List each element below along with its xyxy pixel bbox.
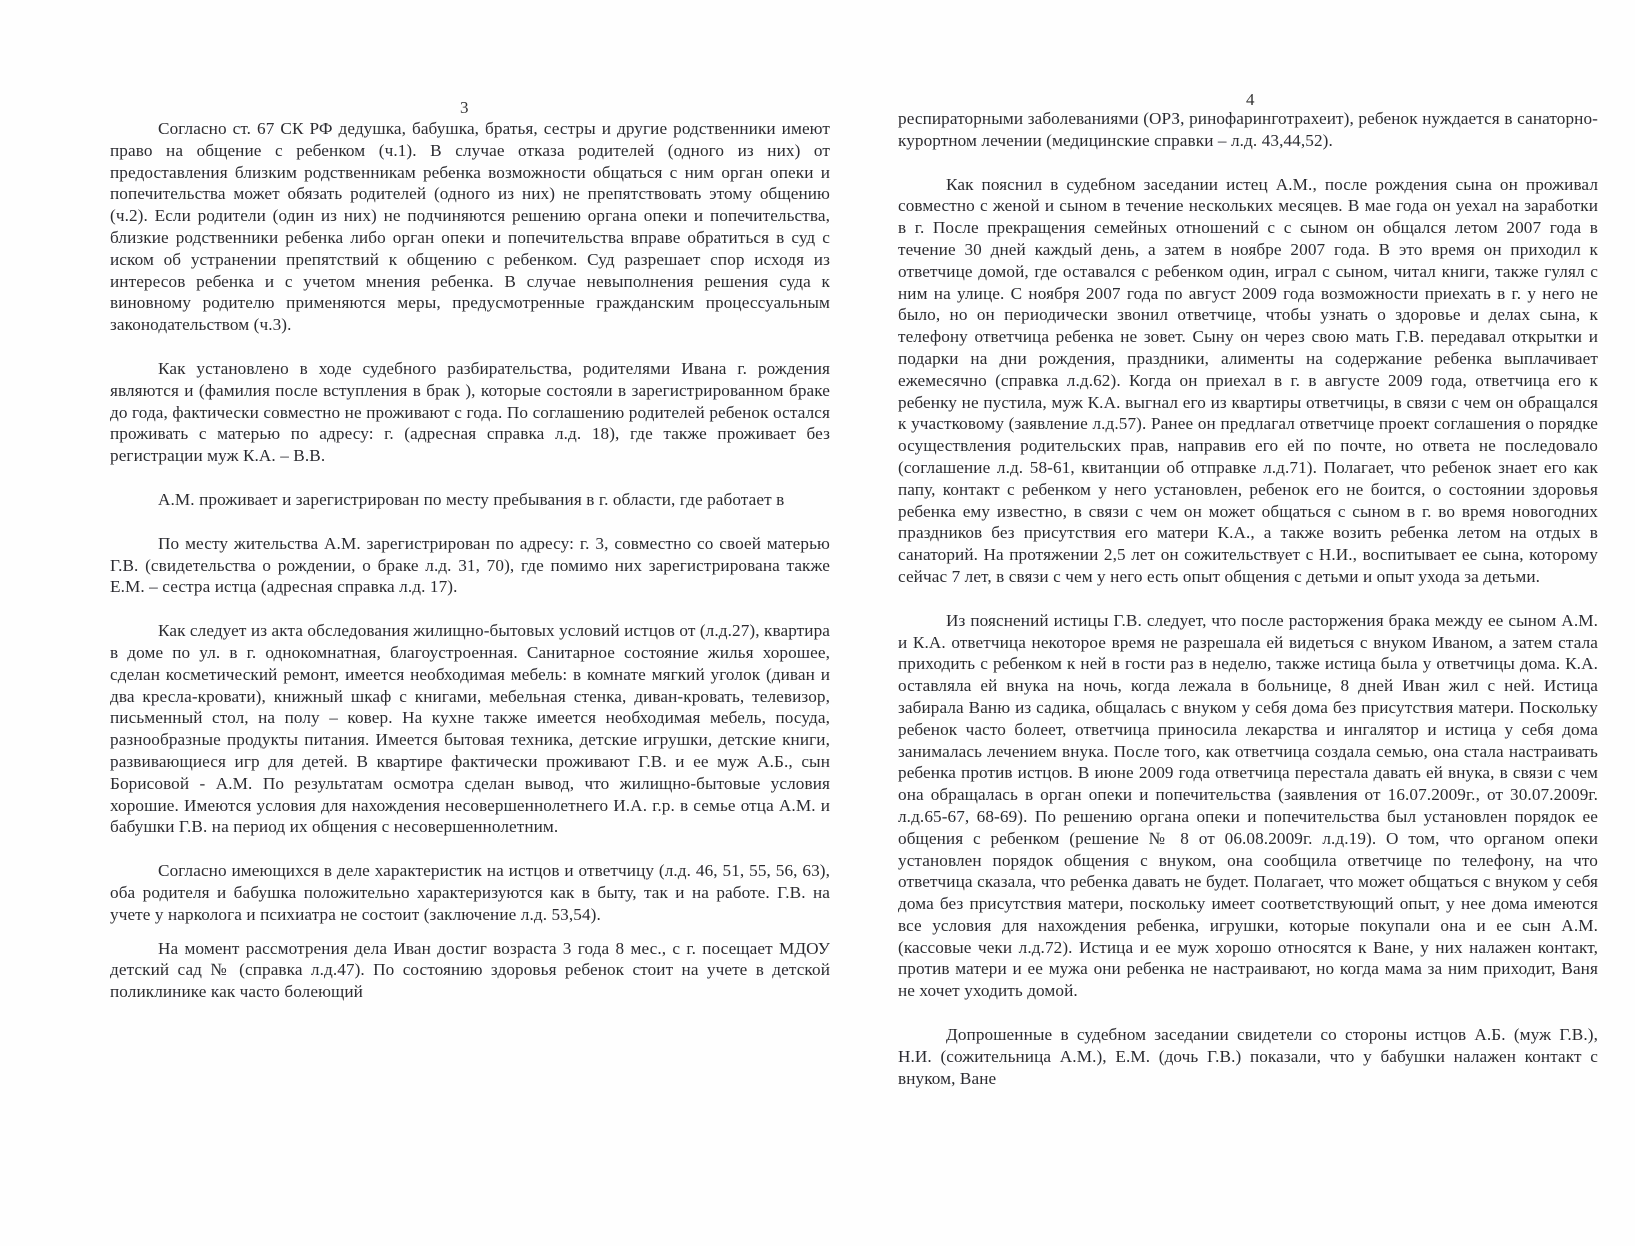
paragraph: А.М. проживает и зарегистрирован по месту пребывания в г. области, где работает в	[158, 489, 785, 509]
paragraph: Из пояснений истицы Г.В. следует, что после расторжения брака между ее сыном А.М. и К.А. ответчица некоторое время не разрешала ей видеться с внуком Иваном, а затем стала приходить с ребенком к ней в гости раз в неделю, также истица была у ответчицы дома. К.А. оставляла ей внука на ночь, когда лежала в больнице, 8 дней Иван жил с ней. Истица забирала Ваню из садика, общалась с внуком у себя дома без присутствия матери. Поскольку ребенок часто болеет, ответчица приносила лекарства и ингалятор и истица у себя дома занималась лечением внука. После того, как ответчица создала семью, она стала настраивать ребенка против истцов. В июне 2009 года ответчица перестала давать ей внука, в связи с чем она обращалась в орган опеки и попечительства (заявления от 16.07.2009г., от 30.07.2009г. л.д.65-67, 68-69). По решению органа опеки и попечительства был установлен порядок ее общения с ребенком (решение № 8 от 06.08.2009г. л.д.19). О том, что органом опеки установлен порядок общения с внуком, она сообщила ответчице по телефону, на что ответчица сказала, что ребенка давать не будет. Полагает, что может общаться с внуком у себя дома без присутствия матери, поскольку имеет соответствующий опыт, у нее дома имеются все условия для нахождения ребенка, игрушки, которые покупали она и ее сын А.М. (кассовые чеки л.д.72). Истица и ее муж хорошо относятся к Ване, у них налажен контакт, против матери и ее мужа они ребенка не настраивают, но когда мама за ним приходит, Ваня не хочет уходить домой.	[898, 610, 1598, 1001]
paragraph: Как установлено в ходе судебного разбирательства, родителями Ивана г. рождения являются и (фамилия после вступления в брак ), которые состояли в зарегистрированном браке до года, фактически совместно не проживают с года. По соглашению родителей ребенок остался проживать с матерью по адресу: г. (адресная справка л.д. 18), где также проживает без регистрации муж К.А. – В.В.	[110, 358, 830, 466]
paragraph: Как пояснил в судебном заседании истец А.М., после рождения сына он проживал совместно с женой и сыном в течение нескольких месяцев. В мае года он уехал на заработки в г. После прекращения семейных отношений с с сыном он общался летом 2007 года в течение 30 дней каждый день, а затем в ноябре 2007 года. В это время он приходил к ответчице домой, где оставался с ребенком один, играл с сыном, читал книги, также гулял с ним на улице. С ноября 2007 года по август 2009 года возможности приехать в г. у него не было, но он периодически звонил ответчице, чтобы узнать о здоровье и делах сына, к телефону ответчица ребенка не зовет. Сыну он через свою мать Г.В. передавал открытки и подарки на дни рождения, праздники, алименты на содержание ребенка выплачивает ежемесячно (справка л.д.62). Когда он приехал в г. в августе 2009 года, ответчица его к ребенку не пустила, муж К.А. выгнал его из квартиры ответчицы, в связи с чем он обращался к участковому (заявление л.д.57). Ранее он предлагал ответчице проект соглашения о порядке осуществления родительских прав, направив его ей по почте, но ответа не последовало (соглашение л.д. 58-61, квитанции об отправке л.д.71). Полагает, что ребенок знает его как папу, контакт с ребенком у него установлен, ребенок его не боится, о состоянии здоровья ребенка ему известно, в связи с чем он может общаться с сыном в г. во время новогодних праздников без присутствия его матери К.А., а также возить ребенка летом на отдых в санаторий. На протяжении 2,5 лет он сожительствует с Н.И., воспитывает ее сына, которому сейчас 7 лет, в связи с чем у него есть опыт общения с детьми и опыт ухода за детьми.	[898, 174, 1598, 586]
paragraph: Согласно имеющихся в деле характеристик на истцов и ответчицу (л.д. 46, 51, 55, 56, 63), оба родителя и бабушка положительно характеризуются как в быту, так и на работе. Г.В. на учете у нарколога и психиатра не состоит (заключение л.д. 53,54).	[110, 861, 830, 924]
paragraph: Согласно ст. 67 СК РФ дедушка, бабушка, братья, сестры и другие родственники имеют право на общение с ребенком (ч.1). В случае отказа родителей (одного из них) от предоставления близким родственникам ребенка возможности общаться с ним орган опеки и попечительства может обязать родителей (одного из них) не препятствовать этому общению (ч.2). Если родители (один из них) не подчиняются решению органа опеки и попечительства, близкие родственники ребенка либо орган опеки и попечительства вправе обратиться в суд с иском об устранении препятствий к общению с ребенком. Суд разрешает спор исходя из интересов ребенка и с учетом мнения ребенка. В случае невыполнения решения суда к виновному родителю применяются меры, предусмотренные гражданским процессуальным законодательством (ч.3).	[110, 119, 830, 335]
left-page-body	[110, 118, 830, 1003]
paragraph: Как следует из акта обследования жилищно-бытовых условий истцов от (л.д.27), квартира в доме по ул. в г. однокомнатная, благоустроенная. Санитарное состояние жилья хорошее, сделан косметический ремонт, имеется необходимая мебель: в комнате мягкий уголок (диван и два кресла-кровати), книжный шкаф с книгами, мебельная стенка, диван-кровать, телевизор, письменный стол, на полу – ковер. На кухне также имеется необходимая мебель, посуда, разнообразные продукты питания. Имеется бытовая техника, детские игрушки, детские книги, развивающиеся игр для детей. В квартире фактически проживают Г.В. и ее муж А.Б., сын Борисовой - А.М. По результатам осмотра сделан вывод, что жилищно-бытовые условия хорошие. Имеются условия для нахождения несовершеннолетнего И.А. г.р. в семье отца А.М. и бабушки Г.В. на период их общения с несовершеннолетним.	[110, 621, 830, 837]
right-page-body	[898, 108, 1598, 1089]
paragraph: Допрошенные в судебном заседании свидетели со стороны истцов А.Б. (муж Г.В.), Н.И. (сожительница А.М.), Е.М. (дочь Г.В.) показали, что у бабушки налажен контакт с внуком, Ване	[898, 1025, 1598, 1088]
paragraph: На момент рассмотрения дела Иван достиг возраста 3 года 8 мес., с г. посещает МДОУ детский сад № (справка л.д.47). По состоянию здоровья ребенок стоит на учете в детской поликлинике как часто болеющий	[110, 938, 830, 1002]
paragraph: респираторными заболеваниями (ОРЗ, ринофаринготрахеит), ребенок нуждается в санаторно-курортном лечении (медицинские справки – л.д. 43,44,52).	[898, 109, 1598, 150]
page-number: 3	[460, 98, 469, 117]
paragraph: По месту жительства А.М. зарегистрирован по адресу: г. 3, совместно со своей матерью Г.В. (свидетельства о рождении, о браке л.д. 31, 70), где помимо них зарегистрирована также Е.М. – сестра истца (адресная справка л.д. 17).	[110, 533, 830, 597]
page-number: 4	[1246, 90, 1255, 109]
